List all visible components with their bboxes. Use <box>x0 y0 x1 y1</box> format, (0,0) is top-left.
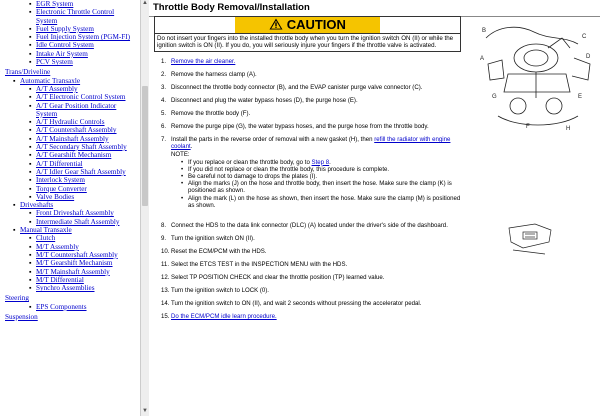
tree-leaf-icon: ▪ <box>29 159 32 168</box>
svg-text:H: H <box>566 126 571 132</box>
step-number: 14. <box>161 300 170 307</box>
nav-link-label: Clutch <box>36 234 56 243</box>
note-item: • Align the marks (J) on the hose and throttle body, then insert the hose. Make sure the clamp (K) is positioned as shown. <box>171 180 461 194</box>
nav-folder[interactable] <box>5 294 132 302</box>
nav-link-label: Synchro Assemblies <box>36 284 95 293</box>
step-number: 12. <box>161 274 170 281</box>
svg-text:D: D <box>586 54 591 60</box>
tree-leaf-icon: ▪ <box>29 176 32 185</box>
nav-link-label: A/T Hydraulic Controls <box>36 118 105 127</box>
tree-leaf-icon: ▪ <box>29 151 32 160</box>
nav-link-label: A/T Countershaft Assembly <box>36 126 117 135</box>
nav-link-label: EPS Components <box>36 302 87 311</box>
nav-link[interactable] <box>29 192 132 201</box>
nav-link[interactable] <box>29 242 132 251</box>
step-link[interactable]: Remove the air cleaner. <box>171 58 236 65</box>
nav-link[interactable] <box>29 0 132 8</box>
procedure-step <box>161 71 461 78</box>
nav-link[interactable] <box>29 118 132 127</box>
scroll-down-arrow-icon[interactable]: ▼ <box>142 408 148 414</box>
tree-leaf-icon: ▪ <box>29 8 32 17</box>
nav-link-label: A/T Gear Position Indicator System <box>36 101 117 118</box>
nav-link[interactable] <box>29 143 132 152</box>
note-label: NOTE: <box>171 151 190 159</box>
tree-leaf-icon: ▪ <box>29 126 32 135</box>
tree-leaf-icon: ▪ <box>29 259 32 268</box>
tree-leaf-icon: ▪ <box>29 49 32 58</box>
nav-link-label: A/T Assembly <box>36 84 78 93</box>
nav-link-label: A/T Electronic Control System <box>36 93 126 102</box>
tree-expand-icon: ▪ <box>13 201 16 210</box>
nav-link-label: Manual Transaxle <box>20 226 72 235</box>
step-text: Connect the HDS to the data link connector (DLC) (A) located under the driver's side of the dashboard. <box>171 222 448 229</box>
step-number: 6. <box>161 123 167 130</box>
tree-leaf-icon: ▪ <box>29 24 32 33</box>
procedure-step <box>161 110 461 117</box>
nav-link[interactable] <box>29 49 132 58</box>
tree-leaf-icon: ▪ <box>29 118 32 127</box>
note-item: • If you did not replace or clean the throttle body, this procedure is complete. <box>171 166 461 173</box>
procedure-step <box>161 313 501 320</box>
tree-leaf-icon: ▪ <box>29 302 32 311</box>
tree-leaf-icon: ▪ <box>29 134 32 143</box>
step-number: 11. <box>161 261 170 268</box>
tree-leaf-icon: ▪ <box>29 209 32 218</box>
tree-leaf-icon: ▪ <box>29 275 32 284</box>
tree-leaf-icon: ▪ <box>29 250 32 259</box>
procedure-step <box>161 97 461 104</box>
step-number: 9. <box>161 235 167 242</box>
tree-leaf-icon: ▪ <box>29 267 32 276</box>
caution-text: Do not insert your fingers into the installed throttle body when you turn the ignition switch ON (II) or while the ignition switch is ON (II). If you do, you will seriously injure your fingers if the throttle valve is activated. <box>155 33 460 51</box>
step-text: Disconnect the throttle body connector (B), and the EVAP canister purge valve connector (C). <box>171 84 423 91</box>
nav-link[interactable] <box>29 93 132 102</box>
nav-link-label: Intermediate Shaft Assembly <box>36 217 120 226</box>
content-pane <box>149 0 600 416</box>
nav-link-label: Trans/Driveline <box>5 68 51 77</box>
nav-link[interactable] <box>29 8 132 25</box>
step-text: Select the ETCS TEST in the INSPECTION MENU with the HDS. <box>171 261 348 268</box>
nav-link-label: Intake Air System <box>36 49 88 58</box>
nav-link-label: M/T Differential <box>36 275 84 284</box>
tree-leaf-icon: ▪ <box>29 58 32 67</box>
step-number: 15. <box>161 313 170 320</box>
procedure-step <box>161 84 461 91</box>
nav-link[interactable] <box>29 134 132 143</box>
nav-link-label: A/T Differential <box>36 159 83 168</box>
tree-leaf-icon: ▪ <box>29 234 32 243</box>
tree-leaf-icon: ▪ <box>29 242 32 251</box>
svg-text:G: G <box>492 94 497 100</box>
step-number: 3. <box>161 84 167 91</box>
step-text: Remove the throttle body (F). <box>171 110 251 117</box>
dlc-connector-diagram <box>505 220 555 258</box>
nav-link[interactable] <box>29 58 132 67</box>
nav-folder[interactable] <box>13 226 132 235</box>
step-text: Turn the ignition switch ON (II). <box>171 235 255 242</box>
step-link[interactable]: Do the ECM/PCM idle learn procedure. <box>171 313 277 320</box>
nav-link-label: A/T Gearshift Mechanism <box>36 151 112 160</box>
note-item: • Be careful not to damage to drops the plates (I). <box>171 173 461 180</box>
svg-text:C: C <box>582 34 587 40</box>
nav-link[interactable] <box>29 41 132 50</box>
tree-expand-icon: ▪ <box>13 76 16 85</box>
nav-scrollbar[interactable] <box>140 0 149 416</box>
page-title: Throttle Body Removal/Installation <box>149 0 600 17</box>
step-number: 10. <box>161 248 170 255</box>
step-number: 8. <box>161 222 167 229</box>
tree-leaf-icon: ▪ <box>29 93 32 102</box>
tree-leaf-icon: ▪ <box>29 217 32 226</box>
procedure-steps-removal <box>161 58 461 215</box>
nav-link-label: Interlock System <box>36 176 85 185</box>
procedure-step <box>161 274 501 281</box>
step-number: 1. <box>161 58 167 65</box>
step-text-end: . <box>190 143 193 151</box>
warning-triangle-icon <box>269 18 283 30</box>
procedure-steps-hds <box>161 222 501 326</box>
nav-link-label: Suspension <box>5 312 38 321</box>
nav-link-label: A/T Mainshaft Assembly <box>36 134 109 143</box>
step-number: 4. <box>161 97 167 104</box>
tree-expand-icon: ▪ <box>13 226 16 235</box>
nav-link-label: Electronic Throttle Control System <box>36 8 115 25</box>
tree-leaf-icon: ▪ <box>29 41 32 50</box>
nav-link[interactable] <box>29 209 132 218</box>
nav-link-label: M/T Gearshift Mechanism <box>36 259 113 268</box>
nav-link-label: Idle Control System <box>36 41 94 50</box>
tree-leaf-icon: ▪ <box>29 33 32 42</box>
step-number: 2. <box>161 71 167 78</box>
step-text: Reset the ECM/PCM with the HDS. <box>171 248 267 255</box>
tree-leaf-icon: ▪ <box>29 284 32 293</box>
procedure-step <box>161 58 461 65</box>
nav-link[interactable] <box>29 167 132 176</box>
svg-text:F: F <box>526 124 530 130</box>
throttle-body-diagram <box>478 18 596 134</box>
nav-link[interactable] <box>29 259 132 268</box>
step-number: 7. <box>161 136 167 143</box>
step-text: Remove the purge pipe (G), the water bypass hoses, and the purge hose from the throttle body. <box>171 123 429 130</box>
nav-link[interactable] <box>29 250 132 259</box>
nav-link-label: Steering <box>5 294 29 303</box>
step-8-link[interactable]: Step 8 <box>311 158 330 166</box>
nav-link[interactable] <box>29 24 132 33</box>
svg-text:B: B <box>482 28 487 34</box>
step-text: Remove the harness clamp (A). <box>171 71 257 78</box>
tree-leaf-icon: ▪ <box>29 101 32 110</box>
nav-link[interactable] <box>29 284 132 293</box>
nav-folder[interactable] <box>13 201 132 210</box>
procedure-step <box>161 235 501 242</box>
nav-link-label: A/T Idler Gear Shaft Assembly <box>36 167 126 176</box>
nav-link-label: A/T Secondary Shaft Assembly <box>36 143 127 152</box>
nav-link-label: Front Driveshaft Assembly <box>36 209 114 218</box>
caution-label: CAUTION <box>286 17 346 32</box>
nav-link[interactable] <box>29 275 132 284</box>
navigation-tree <box>0 0 140 416</box>
nav-scrollbar-thumb[interactable] <box>142 86 148 206</box>
nav-link[interactable] <box>29 101 132 119</box>
nav-link-label: Valve Bodies <box>36 192 75 201</box>
tree-leaf-icon: ▪ <box>29 84 32 93</box>
nav-link[interactable] <box>29 176 132 185</box>
nav-link-label: Driveshafts <box>20 201 54 210</box>
nav-link[interactable] <box>29 234 132 243</box>
svg-text:A: A <box>480 56 485 62</box>
caution-heading <box>155 17 460 33</box>
procedure-step-install <box>161 136 461 209</box>
nav-link-label: Fuel Injection System (PGM-FI) <box>36 33 131 42</box>
nav-folder[interactable] <box>13 76 132 85</box>
procedure-step <box>161 287 501 294</box>
step-text: Install the parts in the reverse order of removal with a new gasket (H), then <box>171 136 375 143</box>
note-item <box>171 159 461 166</box>
step-text: Turn the ignition switch to LOCK (0). <box>171 287 269 294</box>
nav-link[interactable] <box>29 184 132 193</box>
nav-link-label: M/T Mainshaft Assembly <box>36 267 110 276</box>
procedure-step <box>161 248 501 255</box>
tree-leaf-icon: ▪ <box>29 192 32 201</box>
refill-coolant-link[interactable]: refill the radiator with engine coolant <box>171 136 451 151</box>
nav-link-label: PCV System <box>36 58 73 67</box>
step-text: Disconnect and plug the water bypass hoses (D), the purge hose (E). <box>171 97 358 104</box>
nav-link[interactable] <box>29 267 132 276</box>
nav-folder[interactable] <box>5 313 132 321</box>
tree-leaf-icon: ▪ <box>29 143 32 152</box>
step-text: Turn the ignition switch to ON (II), and wait 2 seconds without pressing the accelerator pedal. <box>171 300 422 307</box>
nav-link[interactable] <box>29 302 132 311</box>
scroll-up-arrow-icon[interactable]: ▲ <box>142 0 148 6</box>
svg-text:E: E <box>578 94 583 100</box>
tree-leaf-icon: ▪ <box>29 0 32 8</box>
step-number: 13. <box>161 287 170 294</box>
nav-link[interactable] <box>29 217 132 226</box>
nav-link[interactable] <box>29 33 132 42</box>
caution-box <box>154 16 461 52</box>
nav-link[interactable] <box>29 84 132 93</box>
step-text: Select TP POSITION CHECK and clear the throttle position (TP) learned value. <box>171 274 385 281</box>
nav-link-label: EGR System <box>36 0 74 8</box>
nav-link-label: Torque Converter <box>36 184 87 193</box>
note-text-end: . <box>329 158 331 166</box>
nav-link[interactable] <box>29 151 132 160</box>
note-text: If you replace or clean the throttle body, go to <box>188 158 312 166</box>
nav-link-label: M/T Assembly <box>36 242 79 251</box>
nav-link-label: Automatic Transaxle <box>20 76 81 85</box>
nav-link[interactable] <box>29 159 132 168</box>
procedure-step <box>161 300 501 307</box>
tree-leaf-icon: ▪ <box>29 184 32 193</box>
note-item: • Align the mark (L) on the hose as shown, then insert the hose. Make sure the clamp (M) is positioned as shown. <box>171 195 461 209</box>
procedure-step <box>161 261 501 268</box>
nav-folder[interactable] <box>5 68 132 76</box>
procedure-step <box>161 222 501 229</box>
step-number: 5. <box>161 110 167 117</box>
tree-leaf-icon: ▪ <box>29 167 32 176</box>
nav-link[interactable] <box>29 126 132 135</box>
procedure-step <box>161 123 461 130</box>
nav-link-label: Fuel Supply System <box>36 24 94 33</box>
nav-link-label: M/T Countershaft Assembly <box>36 250 118 259</box>
